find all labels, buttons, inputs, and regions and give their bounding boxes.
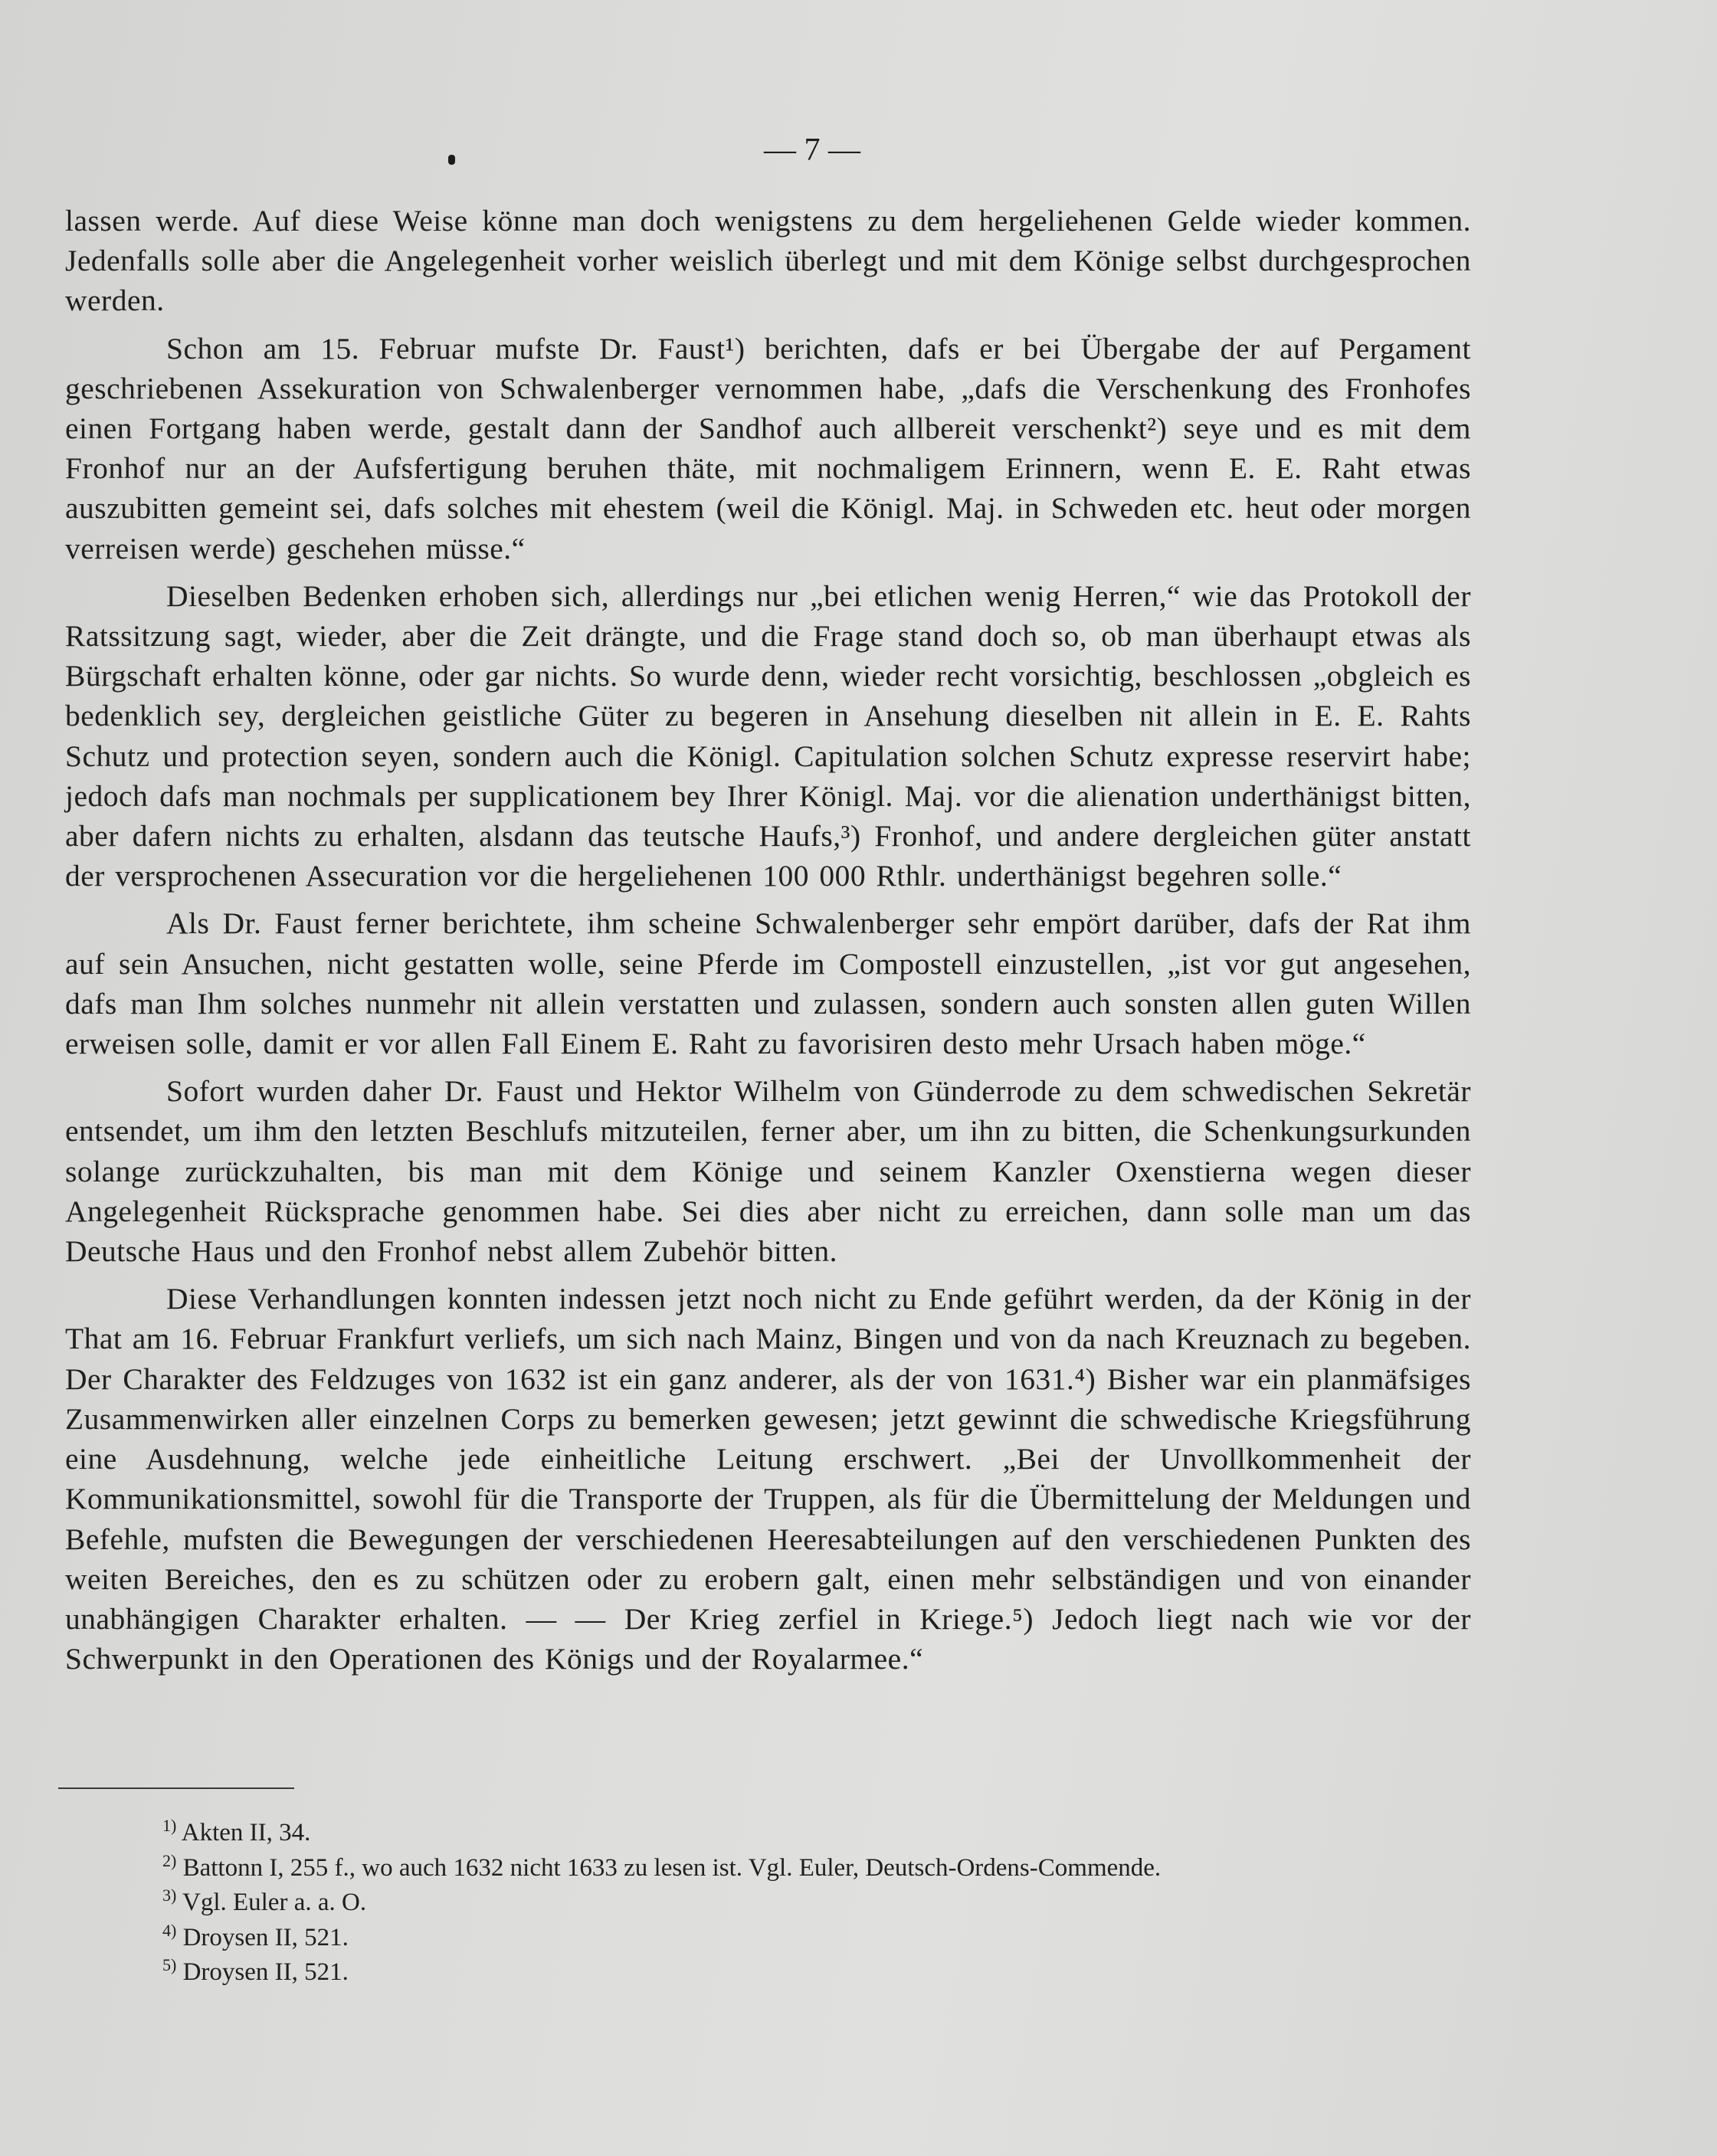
paragraph-4: Als Dr. Faust ferner berichtete, ihm scheine Schwalenberger sehr empört darüber, dafs der Rat ihm auf sein Ansuchen, nicht gestatten wolle, seine Pferde im Compostell einzustellen, „ist vor gut angesehen, dafs man Ihm solches nunmehr nit allein verstatten und zulassen, sondern auch sonsten allen guten Willen erweisen solle, damit er vor allen Fall Einem E. Raht zu favorisiren desto mehr Ursach haben möge.“ xyxy=(65,906,1471,1061)
paragraph-5: Sofort wurden daher Dr. Faust und Hektor Wilhelm von Günderrode zu dem schwedischen Sekretär entsendet, um ihm den letzten Beschlufs mitzuteilen, ferner aber, um ihn zu bitten, die Schenkungsurkunden solange zurückzuhalten, bis man mit dem Könige und seinem Kanzler Oxenstierna wegen dieser Angelegenheit Rücksprache genommen habe. Sei dies aber nicht zu erreichen, dann solle man um das Deutsche Haus und den Fronhof nebst allem Zubehör bitten. xyxy=(65,1074,1471,1269)
footnote-text: Battonn I, 255 f., wo auch 1632 nicht 1633 zu lesen ist. Vgl. Euler, Deutsch-Ordens-Commende. xyxy=(182,1853,1162,1882)
paragraph-1: lassen werde. Auf diese Weise könne man doch wenigstens zu dem hergeliehenen Gelde wieder kommen. Jedenfalls solle aber die Angelegenheit vorher weislich überlegt und mit dem Könige selbst durchgesprochen werden. xyxy=(65,204,1471,318)
footnote-mark: 3) xyxy=(162,1886,177,1905)
footnote-mark: 2) xyxy=(162,1850,177,1870)
footnote-item xyxy=(162,1917,1465,1952)
footnote-list xyxy=(162,1812,1465,1987)
footnote-divider xyxy=(58,1787,294,1789)
footnote-text: Akten II, 34. xyxy=(181,1819,311,1846)
page-number: — 7 — xyxy=(764,133,860,168)
paragraph-3: Dieselben Bedenken erhoben sich, allerdings nur „bei etlichen wenig Herren,“ wie das Protokoll der Ratssitzung sagt, wieder, aber die Zeit drängte, und die Frage stand doch so, ob man überhaupt etwas als Bürgschaft erhalten könne, oder gar nichts. So wurde denn, wieder recht vorsichtig, beschlossen „obgleich es bedenklich sey, dergleichen geistliche Güter zu begeren in Ansehung dieselben nit allein in E. E. Rahts Schutz und protection seyen, sondern auch die Königl. Capitulation solchen Schutz expresse reservirt habe; jedoch dafs man nochmals per supplicationem bey Ihrer Königl. Maj. vor die alienation underthänigst bitten, aber dafern nichts zu erhalten, alsdann das teutsche Haufs,³) Fronhof, und andere dergleichen güter anstatt der versprochenen Assecuration vor die hergeliehenen 100 000 Rthlr. underthänigst begehren solle.“ xyxy=(65,578,1471,893)
paragraph-2: Schon am 15. Februar mufste Dr. Faust¹) berichten, dafs er bei Übergabe der auf Pergament geschriebenen Assekuration von Schwalenberger vernommen habe, „dafs die Verschenkung des Fronhofes einen Fortgang haben werde, gestalt dann der Sandhof auch allbereit verschenkt²) seye und es mit dem Fronhof nur an der Aufsfertigung beruhen thäte, mit nochmaligem Erinnern, wenn E. E. Raht etwas auszubitten gemeint sei, dafs solches mit ehestem (weil die Königl. Maj. in Schweden etc. heut oder morgen verreisen werde) geschehen müsse.“ xyxy=(65,331,1471,565)
footnote-mark: 5) xyxy=(162,1955,177,1974)
footnote-item xyxy=(162,1882,1465,1917)
footnote-text: Droysen II, 521. xyxy=(182,1958,349,1986)
footnote-mark: 1) xyxy=(162,1816,177,1835)
footnote-item xyxy=(162,1812,1465,1847)
printed-dot xyxy=(448,155,455,165)
body-text xyxy=(65,201,1471,1686)
footnote-item xyxy=(162,1951,1465,1987)
footnote-text: Droysen II, 521. xyxy=(182,1923,349,1951)
footnote-item xyxy=(162,1847,1465,1882)
footnote-mark: 4) xyxy=(162,1920,177,1940)
footnote-text: Vgl. Euler a. a. O. xyxy=(182,1889,367,1916)
paragraph-6: Diese Verhandlungen konnten indessen jetzt noch nicht zu Ende geführt werden, da der König in der That am 16. Februar Frankfurt verliefs, um sich nach Mainz, Bingen und von da nach Kreuznach zu begeben. Der Charakter des Feldzuges von 1632 ist ein ganz anderer, als der von 1631.⁴) Bisher war ein planmäfsiges Zusammenwirken aller einzelnen Corps zu bemerken gewesen; jetzt gewinnt die schwedische Kriegsführung eine Ausdehnung, welche jede einheitliche Leitung erschwert. „Bei der Unvollkommenheit der Kommunikationsmittel, sowohl für die Transporte der Truppen, als für die Übermittelung der Meldungen und Befehle, mufsten die Bewegungen der verschiedenen Heeresabteilungen auf den verschiedenen Punkten des weiten Bereiches, den es zu schützen oder zu erobern galt, einen mehr selbständigen und von einander unabhängigen Charakter erhalten. — — Der Krieg zerfiel in Kriege.⁵) Jedoch liegt nach wie vor der Schwerpunkt in den Operationen des Königs und der Royalarmee.“ xyxy=(65,1282,1471,1676)
